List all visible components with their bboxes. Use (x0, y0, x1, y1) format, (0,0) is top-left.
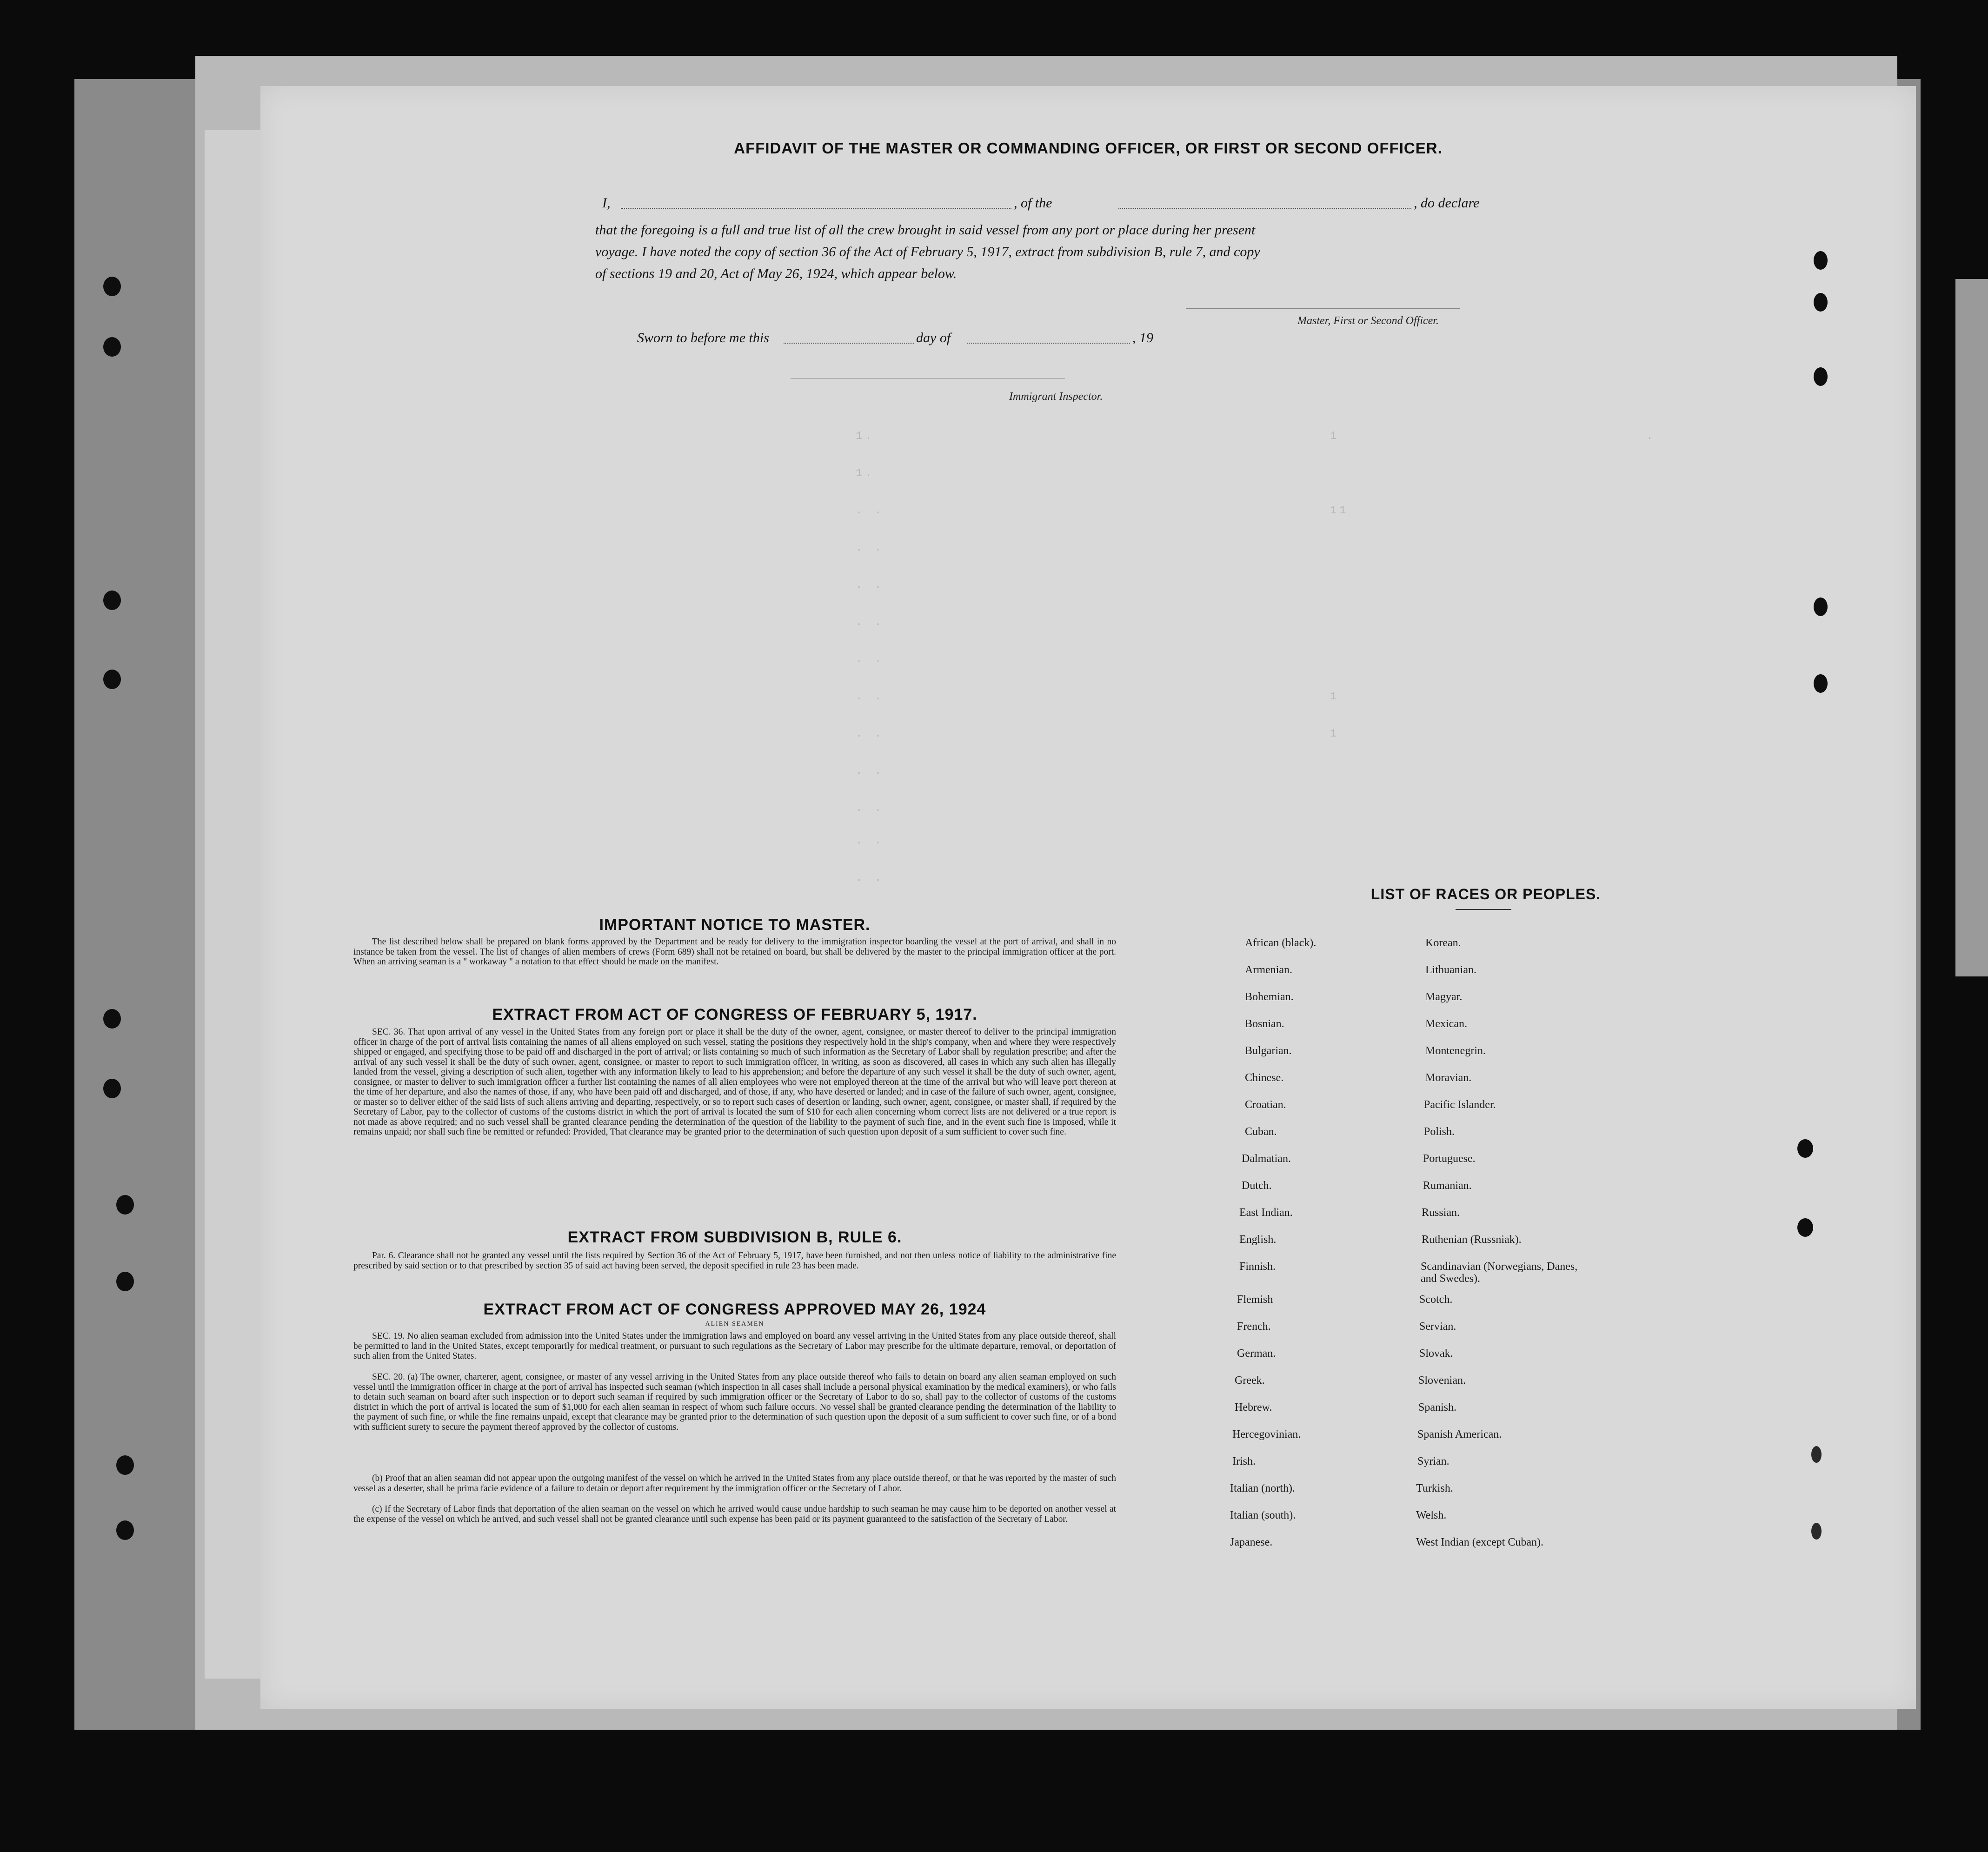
binder-hole (103, 591, 121, 610)
race-item: African (black). (1245, 937, 1316, 949)
rule-6-title: EXTRACT FROM SUBDIVISION B, RULE 6. (567, 1228, 902, 1246)
punch-hole (1814, 367, 1828, 386)
punch-hole (1811, 1523, 1822, 1540)
punch-hole (1814, 597, 1828, 616)
races-title-rule (1456, 909, 1511, 910)
race-item: East Indian. (1239, 1207, 1293, 1219)
act-1924-sec20a: SEC. 20. (a) The owner, charterer, agent, consignee, or master of any vessel arriving in the United States from any place outside thereof who fails to detain on board any alien seaman employed on such vessel until the immigration officer in charge at the port of arrival has inspected such seaman (which inspection in all cases shall include a personal physical examination by the medical examiners), or who fails to detain such seaman on board after such inspection or to deport such seaman if required by such immigration officer or the Secretary of Labor to do so, shall pay to the collector of customs of the customs district in which the port of arrival is located the sum of $1,000 for each alien seaman in respect of whom such failure occurs. No vessel shall be granted clearance pending the determination of the liability to the payment of such fine, or while the fine remains unpaid, except that clearance may be granted prior to the determination of such question upon the deposit of a sum sufficient to cover such fine, or of a bond with sufficient surety to secure the payment thereof approved by the collector of customs. (353, 1372, 1116, 1432)
affidavit-line-2: that the foregoing is a full and true list of all the crew brought in said vessel from any port or place during her present (595, 222, 1256, 238)
binder-hole (103, 337, 121, 357)
affidavit-vessel-blank (1118, 208, 1411, 209)
race-item: Moravian. (1425, 1072, 1472, 1084)
act-1917-text: SEC. 36. That upon arrival of any vessel in the United States from any foreign port or place it shall be the duty of the owner, agent, consignee, or master thereof to deliver to the principal immigration officer in charge of the port of arrival lists containing the names of all aliens employed on such vessel, stating the positions they respectively hold in the ship's company, when and where they were respectively shipped or engaged, and specifying those to be paid off and discharged in the port of arrival; or lists containing so much of such information as the Secretary of Labor shall by regulation prescribe; and after the arrival of any such vessel it shall be the duty of such owner, agent, consignee, or master to report to such immigration officer, in writing, as soon as discovered, all cases in which any such alien has illegally landed from the vessel, giving a description of such alien, together with any information likely to lead to his apprehension; and before the departure of any such vessel it shall be the duty of such owner, agent, consignee, or master to deliver to such immigration officer a further list containing the names of all alien employees who were not employed thereon at the time of the arrival but who will leave port thereon at the time of her departure, and also the names of those, if any, who have been paid off and discharged, and of those, if any, who have deserted or landed; and in case of the failure of such owner, agent, consignee, or master so to deliver either of the said lists of such aliens arriving and departing, respectively, or so to report such cases of desertion or landing, such owner, agent, consignee, or master shall, if required by the Secretary of Labor, pay to the collector of customs of the customs district in which the port of arrival is located the sum of $10 for each alien concerning whom correct lists are not delivered or a true report is not made as above required; and no such vessel shall be granted clearance pending the determination of the question of the liability to the payment of such fine, and in the event such fine is imposed, while it remains unpaid; nor shall such fine be remitted or refunded: Provided, That clearance may be granted prior to the determination of such question upon deposit of a sum sufficient to cover such fine. (353, 1027, 1116, 1137)
sworn-text: Sworn to before me this (637, 330, 769, 345)
race-item: Finnish. (1239, 1261, 1276, 1273)
inspector-caption: Immigrant Inspector. (1009, 391, 1103, 403)
act-1924-subtitle: ALIEN SEAMEN (705, 1321, 765, 1328)
race-item: Pacific Islander. (1424, 1099, 1496, 1111)
manifest-sheet: 1. 1 . 1. . . 11 . . . . . . . . . . 1 . . 1 . . . . . . . . AFFIDAVIT OF THE MASTER OR COMMANDING OFFICER, OR FIRST OR SECOND OFFICER. I, , of the , do declare that the foregoing is a full and true list of all the crew brought in said vessel from any port or place during her present voyage. I have noted the copy of section 36 of the Act of February 5, 1917, extract from subdivision B, rule 7, and copy of sections 19 and 20, Act of May 26, 1924, which appear below. Master, First or Second Officer. Sworn to before me this day of , 19 Immigrant Inspector. IMPORTANT NOTICE TO MASTER. The list described below shall be prepared on blank forms approved by the Department and be ready for delivery to the immigration inspector boarding the vessel at the port of arrival, and shall in no instance be taken from the vessel. The list of changes of alien members of crews (Form 689) shall not be retained on board, but shall be delivered by the master to the principal immigration officer at the port. When an arriving seaman is a " workaway " a notation to that effect should be made on the manifest. EXTRACT FROM ACT OF CONGRESS OF FEBRUARY 5, 1917. SEC. 36. That upon arrival of any vessel in the United States from any foreign port or place it shall be the duty of the owner, agent, consignee, or master thereof to deliver to the principal immigration officer in charge of the port of arrival lists containing the names of all aliens employed on such vessel, stating the positions they respectively hold in the ship's company, when and where they were respectively shipped or engaged, and specifying those to be paid off and discharged in the port of arrival; or lists containing so much of such information as the Secretary of Labor shall by regulation prescribe; and after the arrival of any such vessel it shall be the duty of such owner, agent, consignee, or master to report to such immigration officer, in writing, as soon as discovered, all cases in which any such alien has illegally landed from the vessel, giving a description of such alien, together with any information likely to lead to his apprehension; and before the departure of any such vessel it shall be the duty of such owner, agent, consignee, or master to deliver to such immigration officer a further list containing the names of all alien employees who were not employed thereon at the time of the arrival but who will leave port thereon at the time of her departure, and also the names of those, if any, who have been paid off and discharged, and of those, if any, who have deserted or landed; and in case of the failure of such owner, agent, consignee, or master so to deliver either of the said lists of such aliens arriving and departing, respectively, or so to report such cases of desertion or landing, such owner, agent, consignee, or master shall, if required by the Secretary of Labor, pay to the collector of customs of the customs district in which the port of arrival is located the sum of $10 for each alien concerning whom correct lists are not delivered or a true report is not made as above required; and no such vessel shall be granted clearance pending the determination of the question of the liability to the payment of such fine, and in the event such fine is imposed, while it remains unpaid; nor shall such fine be remitted or refunded: Provided, That clearance may be granted prior to the determination of such question upon deposit of a sum sufficient to cover such fine. EXTRACT FROM SUBDIVISION B, RULE 6. Par. 6. Clearance shall not be granted any vessel until the lists required by Section 36 of the Act of February 5, 1917, have been furnished, and not then unless notice of liability to the administrative fine prescribed by said section or to that prescribed by section 35 of said act having been served, the deposit specified in rule 23 has been made. EXTRACT FROM ACT OF CONGRESS APPROVED MAY 26, 1924 ALIEN SEAMEN SEC. 19. No alien seaman excluded from admission into the United States under the immigration laws and employed on board any vessel arriving in the United States from any place outside thereof, shall be permitted to land in the United States, except temporarily for medical treatment, or pursuant to such regulations as the Secretary of Labor may prescribe for the ultimate departure, removal, or deportation of such alien from the United States. SEC. 20. (a) The owner, charterer, agent, consignee, or master of any vessel arriving in the United States from any place outside thereof who fails to detain on board any alien seaman employed on such vessel until the immigration officer in charge at the port of arrival has inspected such seaman (which inspection in all cases shall include a personal physical examination by the medical examiners), or who fails to detain such seaman on board after such inspection or to deport such seaman if required by such immigration officer or the Secretary of Labor to do so, shall pay to the collector of customs of the customs district in which the port of arrival is located the sum of $1,000 for each alien seaman in respect of whom such failure occurs. No vessel shall be granted clearance pending the determination of the liability to the payment of such fine, or while the fine remains unpaid, except that clearance may be granted prior to the determination of such question upon the deposit of a sum sufficient to cover such fine, or of a bond with sufficient surety to secure the payment thereof approved by the collector of customs. (b) Proof that an alien seaman did not appear upon the outgoing manifest of the vessel on which he arrived in the United States from any place outside thereof, or that he was reported by the master of such vessel as a deserter, shall be prima facie evidence of a failure to detain or deport after requirement by the immigration officer or the Secretary of Labor. (c) If the Secretary of Labor finds that deportation of the alien seaman on the vessel on which he arrived would cause undue hardship to such seaman he may cause him to be deported on another vessel at the expense of the vessel on which he arrived, and such vessel shall not be granted clearance until such expense has been paid or its payment guaranteed to the satisfaction of the Secretary of Labor. LIST OF RACES OR PEOPLES. African (black). Armenian. Bohemian. Bosnian. Bulgarian. Chinese. Croatian. Cuban. Dalmatian. Dutch. East Indian. English. Finnish. Flemish French. German. Greek. Hebrew. Hercegovinian. Irish. Italian (north). Italian (south). Japanese. Korean. Lithuanian. Magyar. Mexican. Montenegrin. Moravian. Pacific Islander. Polish. Portuguese. Rumanian. Russian. Ruthenian (Russniak). Scandinavian (Norwegians, Danes, and Swedes). Scotch. Servian. Slovak. Slovenian. Spanish. Spanish American. Syrian. Turkish. Welsh. West Indian (except Cuban). (260, 86, 1916, 1709)
race-item: French. (1237, 1321, 1271, 1333)
race-item: West Indian (except Cuban). (1416, 1536, 1543, 1548)
binder-hole (116, 1195, 134, 1215)
race-item: German. (1237, 1348, 1276, 1360)
sworn-month-blank (967, 343, 1130, 344)
act-1917-title: EXTRACT FROM ACT OF CONGRESS OF FEBRUARY 5, 1917. (492, 1006, 977, 1023)
rule-6-text: Par. 6. Clearance shall not be granted any vessel until the lists required by Section 36 of the Act of February 5, 1917, have been furnished, and not then unless notice of liability to the administrative fine prescribed by said section or to that prescribed by section 35 of said act having been served, the deposit specified in rule 23 has been made. (353, 1251, 1116, 1271)
race-item: Scandinavian (Norwegians, Danes, and Swedes). (1421, 1261, 1578, 1285)
binder-hole (103, 1009, 121, 1029)
race-item: Slovak. (1419, 1348, 1453, 1360)
race-item: Syrian. (1417, 1455, 1449, 1467)
race-item: Servian. (1419, 1321, 1456, 1333)
affidavit-name-blank (621, 208, 1011, 209)
race-item: Croatian. (1245, 1099, 1286, 1111)
master-signature-line (1186, 308, 1460, 309)
race-item: Russian. (1422, 1207, 1460, 1219)
race-item: Montenegrin. (1425, 1045, 1486, 1057)
affidavit-i: I, (602, 195, 611, 211)
binder-hole (116, 1520, 134, 1540)
act-1924-sec20b: (b) Proof that an alien seaman did not appear upon the outgoing manifest of the vessel on which he arrived in the United States from any place outside thereof, or that he was reported by the master of such vessel as a deserter, shall be prima facie evidence of a failure to detain or deport after requirement by the immigration officer or the Secretary of Labor. (353, 1474, 1116, 1494)
race-item: Cuban. (1245, 1126, 1277, 1138)
race-item: Turkish. (1416, 1482, 1453, 1494)
punch-hole (1797, 1139, 1813, 1158)
punch-hole (1814, 251, 1828, 270)
race-item: Scotch. (1419, 1294, 1453, 1306)
notice-text: The list described below shall be prepared on blank forms approved by the Department and be ready for delivery to the immigration inspector boarding the vessel at the port of arrival, and shall in no instance be taken from the vessel. The list of changes of alien members of crews (Form 689) shall not be retained on board, but shall be delivered by the master to the principal immigration officer at the port. When an arriving seaman is a " workaway " a notation to that effect should be made on the manifest. (353, 937, 1116, 967)
race-item: Slovenian. (1418, 1374, 1466, 1387)
master-caption: Master, First or Second Officer. (1297, 315, 1439, 327)
affidavit-line-3: voyage. I have noted the copy of section 36 of the Act of February 5, 1917, extract from subdivision B, rule 7, and copy (595, 244, 1260, 259)
act-1924-title: EXTRACT FROM ACT OF CONGRESS APPROVED MAY 26, 1924 (483, 1301, 986, 1318)
race-item: Magyar. (1425, 991, 1463, 1003)
binder-hole (116, 1272, 134, 1291)
rear-sheet-strip (205, 130, 270, 1679)
notice-title: IMPORTANT NOTICE TO MASTER. (599, 916, 871, 934)
race-item: English. (1239, 1234, 1277, 1246)
race-item: Spanish American. (1417, 1428, 1502, 1440)
binder-hole (103, 1079, 121, 1098)
race-item: Hercegovinian. (1232, 1428, 1301, 1440)
act-1924-sec19: SEC. 19. No alien seaman excluded from admission into the United States under the immigration laws and employed on board any vessel arriving in the United States from any place outside thereof, shall be permitted to land in the United States, except temporarily for medical treatment, or pursuant to such regulations as the Secretary of Labor may prescribe for the ultimate departure, removal, or deportation of such alien from the United States. (353, 1331, 1116, 1361)
race-item: Italian (north). (1230, 1482, 1295, 1494)
sworn-day-of: day of (916, 330, 951, 345)
race-item: Bohemian. (1245, 991, 1294, 1003)
race-item: Mexican. (1425, 1018, 1467, 1030)
race-item: Polish. (1424, 1126, 1455, 1138)
right-edge-sheets (1955, 279, 1988, 976)
affidavit-line-4: of sections 19 and 20, Act of May 26, 1924, which appear below. (595, 266, 957, 281)
race-item: Chinese. (1245, 1072, 1284, 1084)
race-item: Japanese. (1230, 1536, 1273, 1548)
punch-hole (1797, 1218, 1813, 1237)
binder-hole (103, 670, 121, 689)
sworn-day-blank (784, 343, 914, 344)
race-item: Lithuanian. (1425, 964, 1476, 976)
race-item: Hebrew. (1235, 1401, 1272, 1414)
race-item: Bosnian. (1245, 1018, 1284, 1030)
race-item: Italian (south). (1230, 1509, 1296, 1521)
punch-hole (1814, 293, 1828, 312)
binder-hole (103, 277, 121, 296)
binder-hole (116, 1455, 134, 1475)
punch-hole (1811, 1446, 1822, 1463)
race-item: Dalmatian. (1242, 1153, 1291, 1165)
races-title: LIST OF RACES OR PEOPLES. (1370, 886, 1601, 903)
race-item: Bulgarian. (1245, 1045, 1292, 1057)
race-item: Ruthenian (Russniak). (1422, 1234, 1522, 1246)
affidavit-do-declare: , do declare (1414, 195, 1480, 211)
race-item: Greek. (1235, 1374, 1265, 1387)
punch-hole (1814, 674, 1828, 693)
affidavit-title: AFFIDAVIT OF THE MASTER OR COMMANDING OFFICER, OR FIRST OR SECOND OFFICER. (734, 139, 1443, 157)
race-item: Dutch. (1242, 1180, 1272, 1192)
act-1924-sec20c: (c) If the Secretary of Labor finds that deportation of the alien seaman on the vessel on which he arrived would cause undue hardship to such seaman he may cause him to be deported on another vessel at the expense of the vessel on which he arrived, and such vessel shall not be granted clearance until such expense has been paid or its payment guaranteed to the satisfaction of the Secretary of Labor. (353, 1504, 1116, 1524)
race-item: Irish. (1232, 1455, 1256, 1467)
race-item: Welsh. (1416, 1509, 1447, 1521)
race-item: Armenian. (1245, 964, 1292, 976)
race-item: Portuguese. (1423, 1153, 1476, 1165)
race-item: Korean. (1425, 937, 1461, 949)
race-item: Spanish. (1418, 1401, 1457, 1414)
sworn-year: , 19 (1132, 330, 1153, 345)
race-item: Rumanian. (1423, 1180, 1472, 1192)
affidavit-of-the: , of the (1014, 195, 1052, 211)
race-item: Flemish (1237, 1294, 1273, 1306)
